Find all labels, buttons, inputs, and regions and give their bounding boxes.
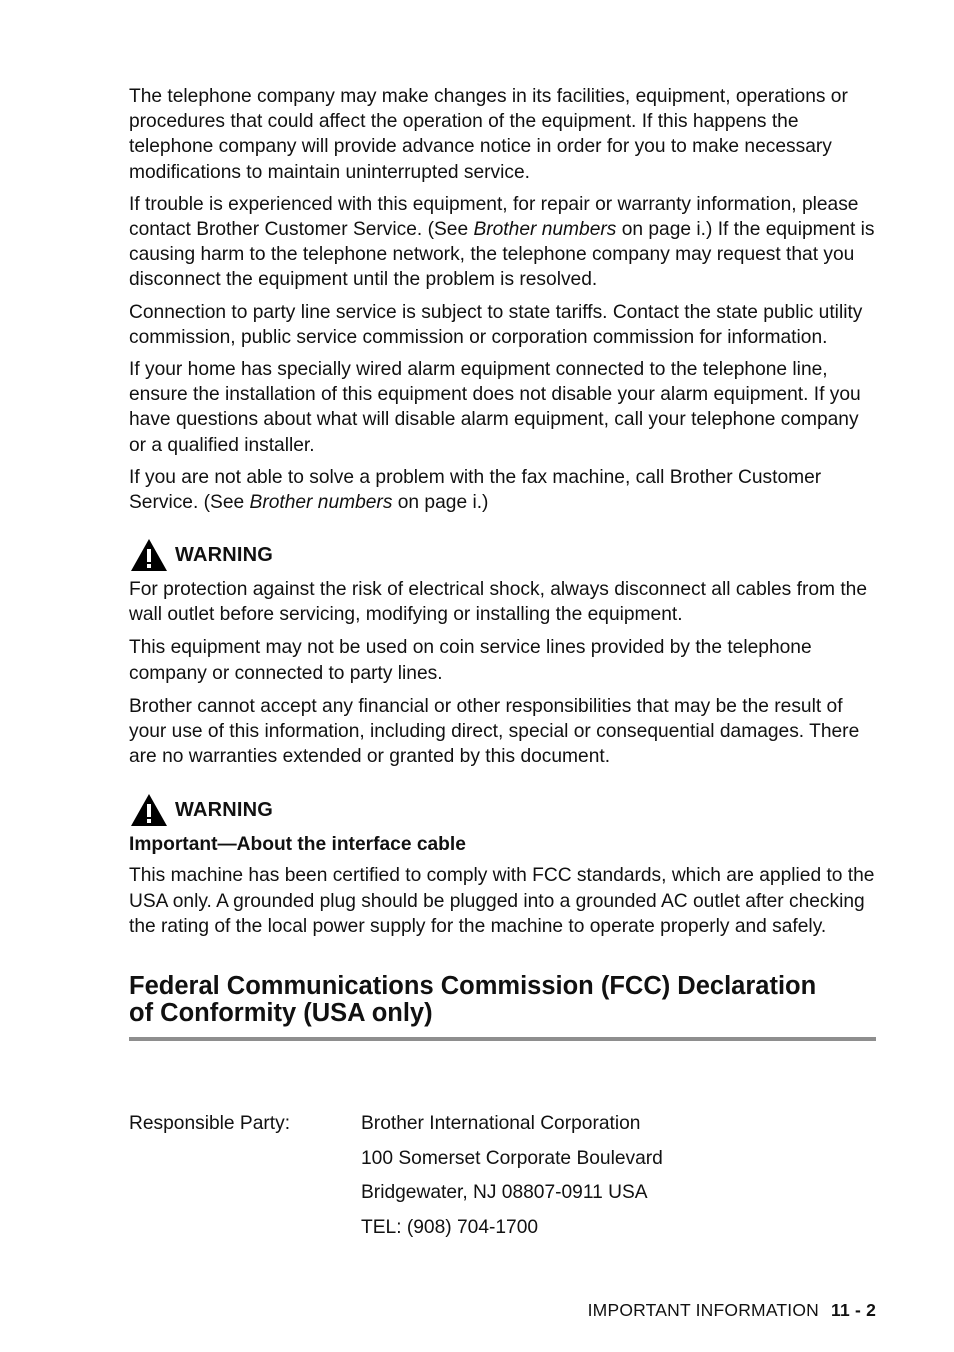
paragraph-text: on page i.) If the equipment is causing harm to the telephone network, the telephone company may request that you disconnect the equipment until the problem is resolved. <box>129 219 875 291</box>
paragraph: The telephone company may make changes in its facilities, equipment, operations or procedures that could affect the operation of the equipment. If this happens the telephone company will provide advance notice in order for you to make necessary modifications to maintain uninterrupted service. <box>129 86 848 183</box>
party-row <box>129 1176 877 1211</box>
section-title-line: Federal Communications Commission (FCC) Declaration <box>129 972 817 1001</box>
responsible-party-block <box>129 1107 877 1245</box>
section-title-line: of Conformity (USA only) <box>129 999 433 1028</box>
warning-triangle-icon <box>130 538 168 572</box>
party-line: TEL: (908) 704-1700 <box>361 1216 539 1238</box>
warning-paragraph: This equipment may not be used on coin service lines provided by the telephone company or connected to party lines. <box>129 636 812 684</box>
section-rule <box>129 1037 876 1041</box>
page-footer <box>588 1300 876 1321</box>
warning-label: WARNING <box>175 798 274 821</box>
warning-paragraph: For protection against the risk of electrical shock, always disconnect all cables from the wall outlet before servicing, modifying or installing the equipment. <box>129 579 867 626</box>
page-number: 11 - 2 <box>831 1300 876 1320</box>
party-row <box>129 1107 877 1142</box>
interface-cable-subheading: Important—About the interface cable <box>129 834 466 856</box>
party-line: Brother International Corporation <box>361 1113 641 1134</box>
party-line: Bridgewater, NJ 08807-0911 USA <box>361 1182 648 1203</box>
footer-section: IMPORTANT INFORMATION <box>587 1300 820 1320</box>
page-body <box>129 84 877 1041</box>
party-line: 100 Somerset Corporate Boulevard <box>361 1147 663 1169</box>
warning-label: WARNING <box>175 543 274 566</box>
paragraph-text: on page i.) <box>392 492 489 514</box>
warning-heading <box>129 792 877 828</box>
brother-numbers-reference: Brother numbers <box>249 492 393 514</box>
warning-paragraph: Brother cannot accept any financial or other responsibilities that may be the result of your use of this information, including direct, special or consequential damages. There are no warranties extended or granted by this document. <box>129 695 860 768</box>
responsible-party-label: Responsible Party: <box>129 1113 291 1134</box>
paragraph <box>129 192 877 293</box>
paragraph: If your home has specially wired alarm equipment connected to the telephone line, ensure the installation of this equipment does not disable your alarm equipment. If you have questions about what will disable alarm equipment, call your telephone company or a qualified installer. <box>129 359 861 456</box>
warning-heading <box>129 537 877 573</box>
warning-paragraph: This machine has been certified to comply with FCC standards, which are applied to the USA only. A grounded plug should be plugged into a grounded AC outlet after checking the rating of the local power supply for the machine to operate properly and safely. <box>129 865 875 937</box>
party-row <box>129 1142 877 1177</box>
section-title <box>129 973 877 1027</box>
warning-triangle-icon <box>130 793 168 827</box>
paragraph: Connection to party line service is subject to state tariffs. Contact the state public utility commission, public service commission or corporation commission for information. <box>129 301 863 348</box>
paragraph <box>129 465 877 515</box>
brother-numbers-reference: Brother numbers <box>473 219 617 241</box>
paragraph-text: If trouble is experienced with this equipment, for repair or warranty information, please contact Brother Customer Service. (See <box>129 193 859 241</box>
paragraph-text: If you are not able to solve a problem with the fax machine, call Brother Customer Service. (See <box>129 466 822 514</box>
party-row <box>129 1211 877 1246</box>
